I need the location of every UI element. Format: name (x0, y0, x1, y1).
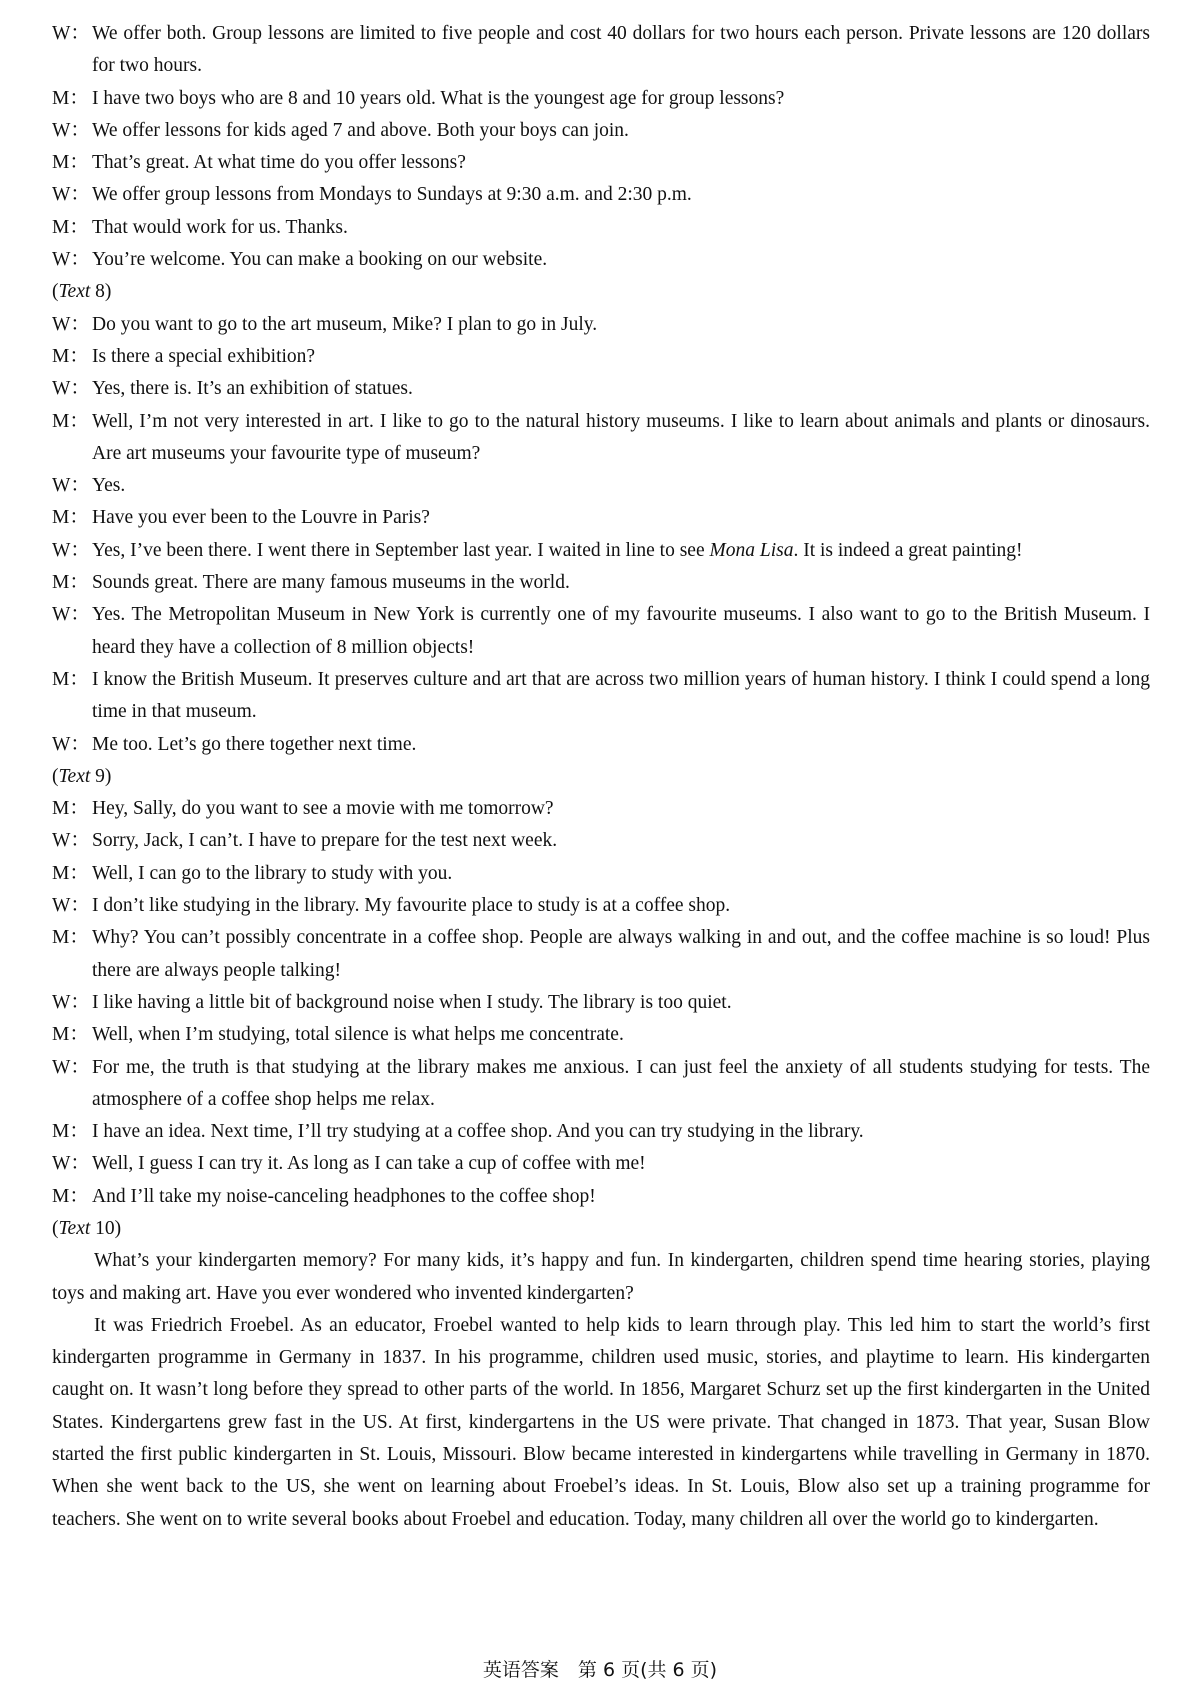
dialogue-text: We offer both. Group lessons are limited to five people and cost 40 dollars for two hours each person. Private lessons are 120 dollars for two hours. (92, 23, 1150, 77)
dialogue-text: Have you ever been to the Louvre in Paris? (92, 507, 430, 529)
dialogue-line (52, 179, 1150, 211)
dialogue-line (52, 987, 1150, 1019)
dialogue-line (52, 115, 1150, 147)
dialogue-text: Sounds great. There are many famous museums in the world. (92, 572, 570, 594)
dialogue-line (52, 470, 1150, 502)
dialogue-line (52, 406, 1150, 471)
speaker-label: W： (52, 23, 90, 44)
dialogue-line (52, 567, 1150, 599)
dialogue-text: I have an idea. Next time, I’ll try studying at a coffee shop. And you can try studying in the library. (92, 1121, 864, 1143)
dialogue-text: For me, the truth is that studying at the library makes me anxious. I can just feel the anxiety of all students studying for tests. The atmosphere of a coffee shop helps me relax. (92, 1056, 1150, 1110)
speaker-label: M： (52, 927, 89, 949)
dialogue-text: Yes, I’ve been there. I went there in September last year. I waited in line to see (92, 539, 710, 561)
heading-open-paren: ( (52, 281, 59, 303)
dialogue-line (52, 341, 1150, 373)
dialogue-line (52, 373, 1150, 405)
dialogue-line (52, 309, 1150, 341)
text8-heading (52, 276, 1150, 308)
dialogue-line (52, 244, 1150, 276)
speaker-label: M： (52, 1185, 89, 1207)
dialogue-line (52, 502, 1150, 534)
speaker-label: W： (52, 1056, 90, 1078)
dialogue-text: I have two boys who are 8 and 10 years old. What is the youngest age for group lessons? (92, 87, 785, 109)
speaker-label: W： (52, 475, 90, 497)
passage-paragraph: It was Friedrich Froebel. As an educator, Froebel wanted to help kids to learn through play. This led him to start the world’s first kindergarten programme in Germany in 1837. In his programme, children used music, stories, and playtime to learn. His kindergarten caught on. It wasn’t long before they spread to other parts of the world. In 1856, Margaret Schurz set up the first kindergarten in the United States. Kindergartens grew fast in the US. At first, kindergartens in the US were private. That changed in 1873. That year, Susan Blow started the first public kindergarten in St. Louis, Missouri. Blow became interested in kindergartens while travelling in Germany in 1870. When she went back to the US, she went on learning about Froebel’s ideas. In St. Louis, Blow also set up a training programme for teachers. She went on to write several books about Froebel and education. Today, many children all over the world go to kindergarten. (52, 1314, 1150, 1530)
dialogue-text: We offer lessons for kids aged 7 and above. Both your boys can join. (92, 119, 629, 141)
heading-number: 9) (90, 765, 112, 787)
heading-open-paren: ( (52, 1217, 59, 1239)
dialogue-line (52, 535, 1150, 567)
speaker-label: W： (52, 991, 90, 1013)
heading-number: 8) (90, 281, 112, 303)
speaker-label: M： (52, 1121, 89, 1143)
dialogue-text: Why? You can’t possibly concentrate in a coffee shop. People are always walking in and out, and the coffee machine is so loud! Plus there are always people talking! (92, 927, 1150, 981)
dialogue-text: Well, I’m not very interested in art. I like to go to the natural history museums. I like to learn about animals and plants or dinosaurs. Are art museums your favourite type of museum? (92, 410, 1150, 464)
dialogue-text: Well, I guess I can try it. As long as I can take a cup of coffee with me! (92, 1153, 646, 1175)
dialogue-line (52, 729, 1150, 761)
text7-continuation (52, 18, 1150, 276)
text10-heading (52, 1213, 1150, 1245)
speaker-label: M： (52, 507, 89, 529)
speaker-label: M： (52, 862, 89, 884)
dialogue-text: Me too. Let’s go there together next time. (92, 733, 417, 755)
heading-open-paren: ( (52, 765, 59, 787)
speaker-label: W： (52, 249, 90, 271)
speaker-label: M： (52, 798, 89, 820)
speaker-label: W： (52, 895, 90, 917)
dialogue-text: Yes. (92, 475, 126, 497)
dialogue-text: Hey, Sally, do you want to see a movie with me tomorrow? (92, 798, 554, 820)
passage-paragraph: What’s your kindergarten memory? For many kids, it’s happy and fun. In kindergarten, children spend time hearing stories, playing toys and making art. Have you ever wondered who invented kindergarten? (52, 1250, 1150, 1304)
speaker-label: M： (52, 668, 89, 690)
text9-heading (52, 761, 1150, 793)
speaker-label: M： (52, 216, 89, 238)
dialogue-line (52, 890, 1150, 922)
dialogue-text: I like having a little bit of background noise when I study. The library is too quiet. (92, 991, 732, 1013)
dialogue-text: That’s great. At what time do you offer lessons? (92, 152, 466, 174)
speaker-label: M： (52, 345, 89, 367)
speaker-label: W： (52, 378, 90, 400)
dialogue-line (52, 18, 1150, 83)
dialogue-line (52, 83, 1150, 115)
dialogue-line (52, 1116, 1150, 1148)
dialogue-text: Well, when I’m studying, total silence is what helps me concentrate. (92, 1024, 624, 1046)
speaker-label: W： (52, 733, 90, 755)
dialogue-line (52, 147, 1150, 179)
dialogue-line (52, 858, 1150, 890)
speaker-label: M： (52, 1024, 89, 1046)
speaker-label: W： (52, 539, 90, 561)
speaker-label: W： (52, 184, 90, 206)
dialogue-line (52, 664, 1150, 729)
dialogue-line (52, 1052, 1150, 1117)
heading-word: Text (58, 281, 91, 303)
heading-word: Text (58, 1217, 91, 1239)
speaker-label: M： (52, 572, 89, 594)
dialogue-text: We offer group lessons from Mondays to Sundays at 9:30 a.m. and 2:30 p.m. (92, 184, 692, 206)
text8-dialogue (52, 309, 1150, 761)
page-content (52, 18, 1150, 1536)
dialogue-line (52, 599, 1150, 664)
dialogue-text: And I’ll take my noise-canceling headphones to the coffee shop! (92, 1185, 596, 1207)
speaker-label: W： (52, 604, 90, 626)
dialogue-line (52, 1148, 1150, 1180)
speaker-label: M： (52, 152, 89, 174)
dialogue-text: Yes. The Metropolitan Museum in New York is currently one of my favourite museums. I also want to go to the British Museum. I heard they have a collection of 8 million objects! (92, 604, 1150, 658)
painting-title: Mona Lisa (709, 539, 794, 561)
speaker-label: W： (52, 1153, 90, 1175)
dialogue-line (52, 212, 1150, 244)
page-footer: 英语答案 第 6 页(共 6 页) (482, 1659, 718, 1681)
heading-number: 10) (90, 1217, 122, 1239)
text10-passage (52, 1245, 1150, 1536)
dialogue-text: That would work for us. Thanks. (92, 216, 348, 238)
heading-word: Text (58, 765, 91, 787)
dialogue-line (52, 1019, 1150, 1051)
speaker-label: W： (52, 830, 90, 852)
dialogue-line (52, 922, 1150, 987)
dialogue-text: Well, I can go to the library to study with you. (92, 862, 453, 884)
speaker-label: M： (52, 87, 89, 109)
dialogue-text: Do you want to go to the art museum, Mike? I plan to go in July. (92, 313, 598, 335)
dialogue-text: You’re welcome. You can make a booking on our website. (92, 249, 548, 271)
dialogue-text: Sorry, Jack, I can’t. I have to prepare for the test next week. (92, 830, 558, 852)
speaker-label: M： (52, 410, 89, 432)
text9-dialogue (52, 793, 1150, 1213)
dialogue-text: Yes, there is. It’s an exhibition of statues. (92, 378, 413, 400)
speaker-label: W： (52, 119, 90, 141)
dialogue-line (52, 793, 1150, 825)
dialogue-line (52, 1181, 1150, 1213)
dialogue-text: I don’t like studying in the library. My favourite place to study is at a coffee shop. (92, 895, 731, 917)
dialogue-text: Is there a special exhibition? (92, 345, 316, 367)
speaker-label: W： (52, 313, 90, 335)
dialogue-text: I know the British Museum. It preserves culture and art that are across two million years of human history. I think I could spend a long time in that museum. (92, 668, 1150, 723)
dialogue-line (52, 825, 1150, 857)
dialogue-text: . It is indeed a great painting! (793, 539, 1023, 561)
